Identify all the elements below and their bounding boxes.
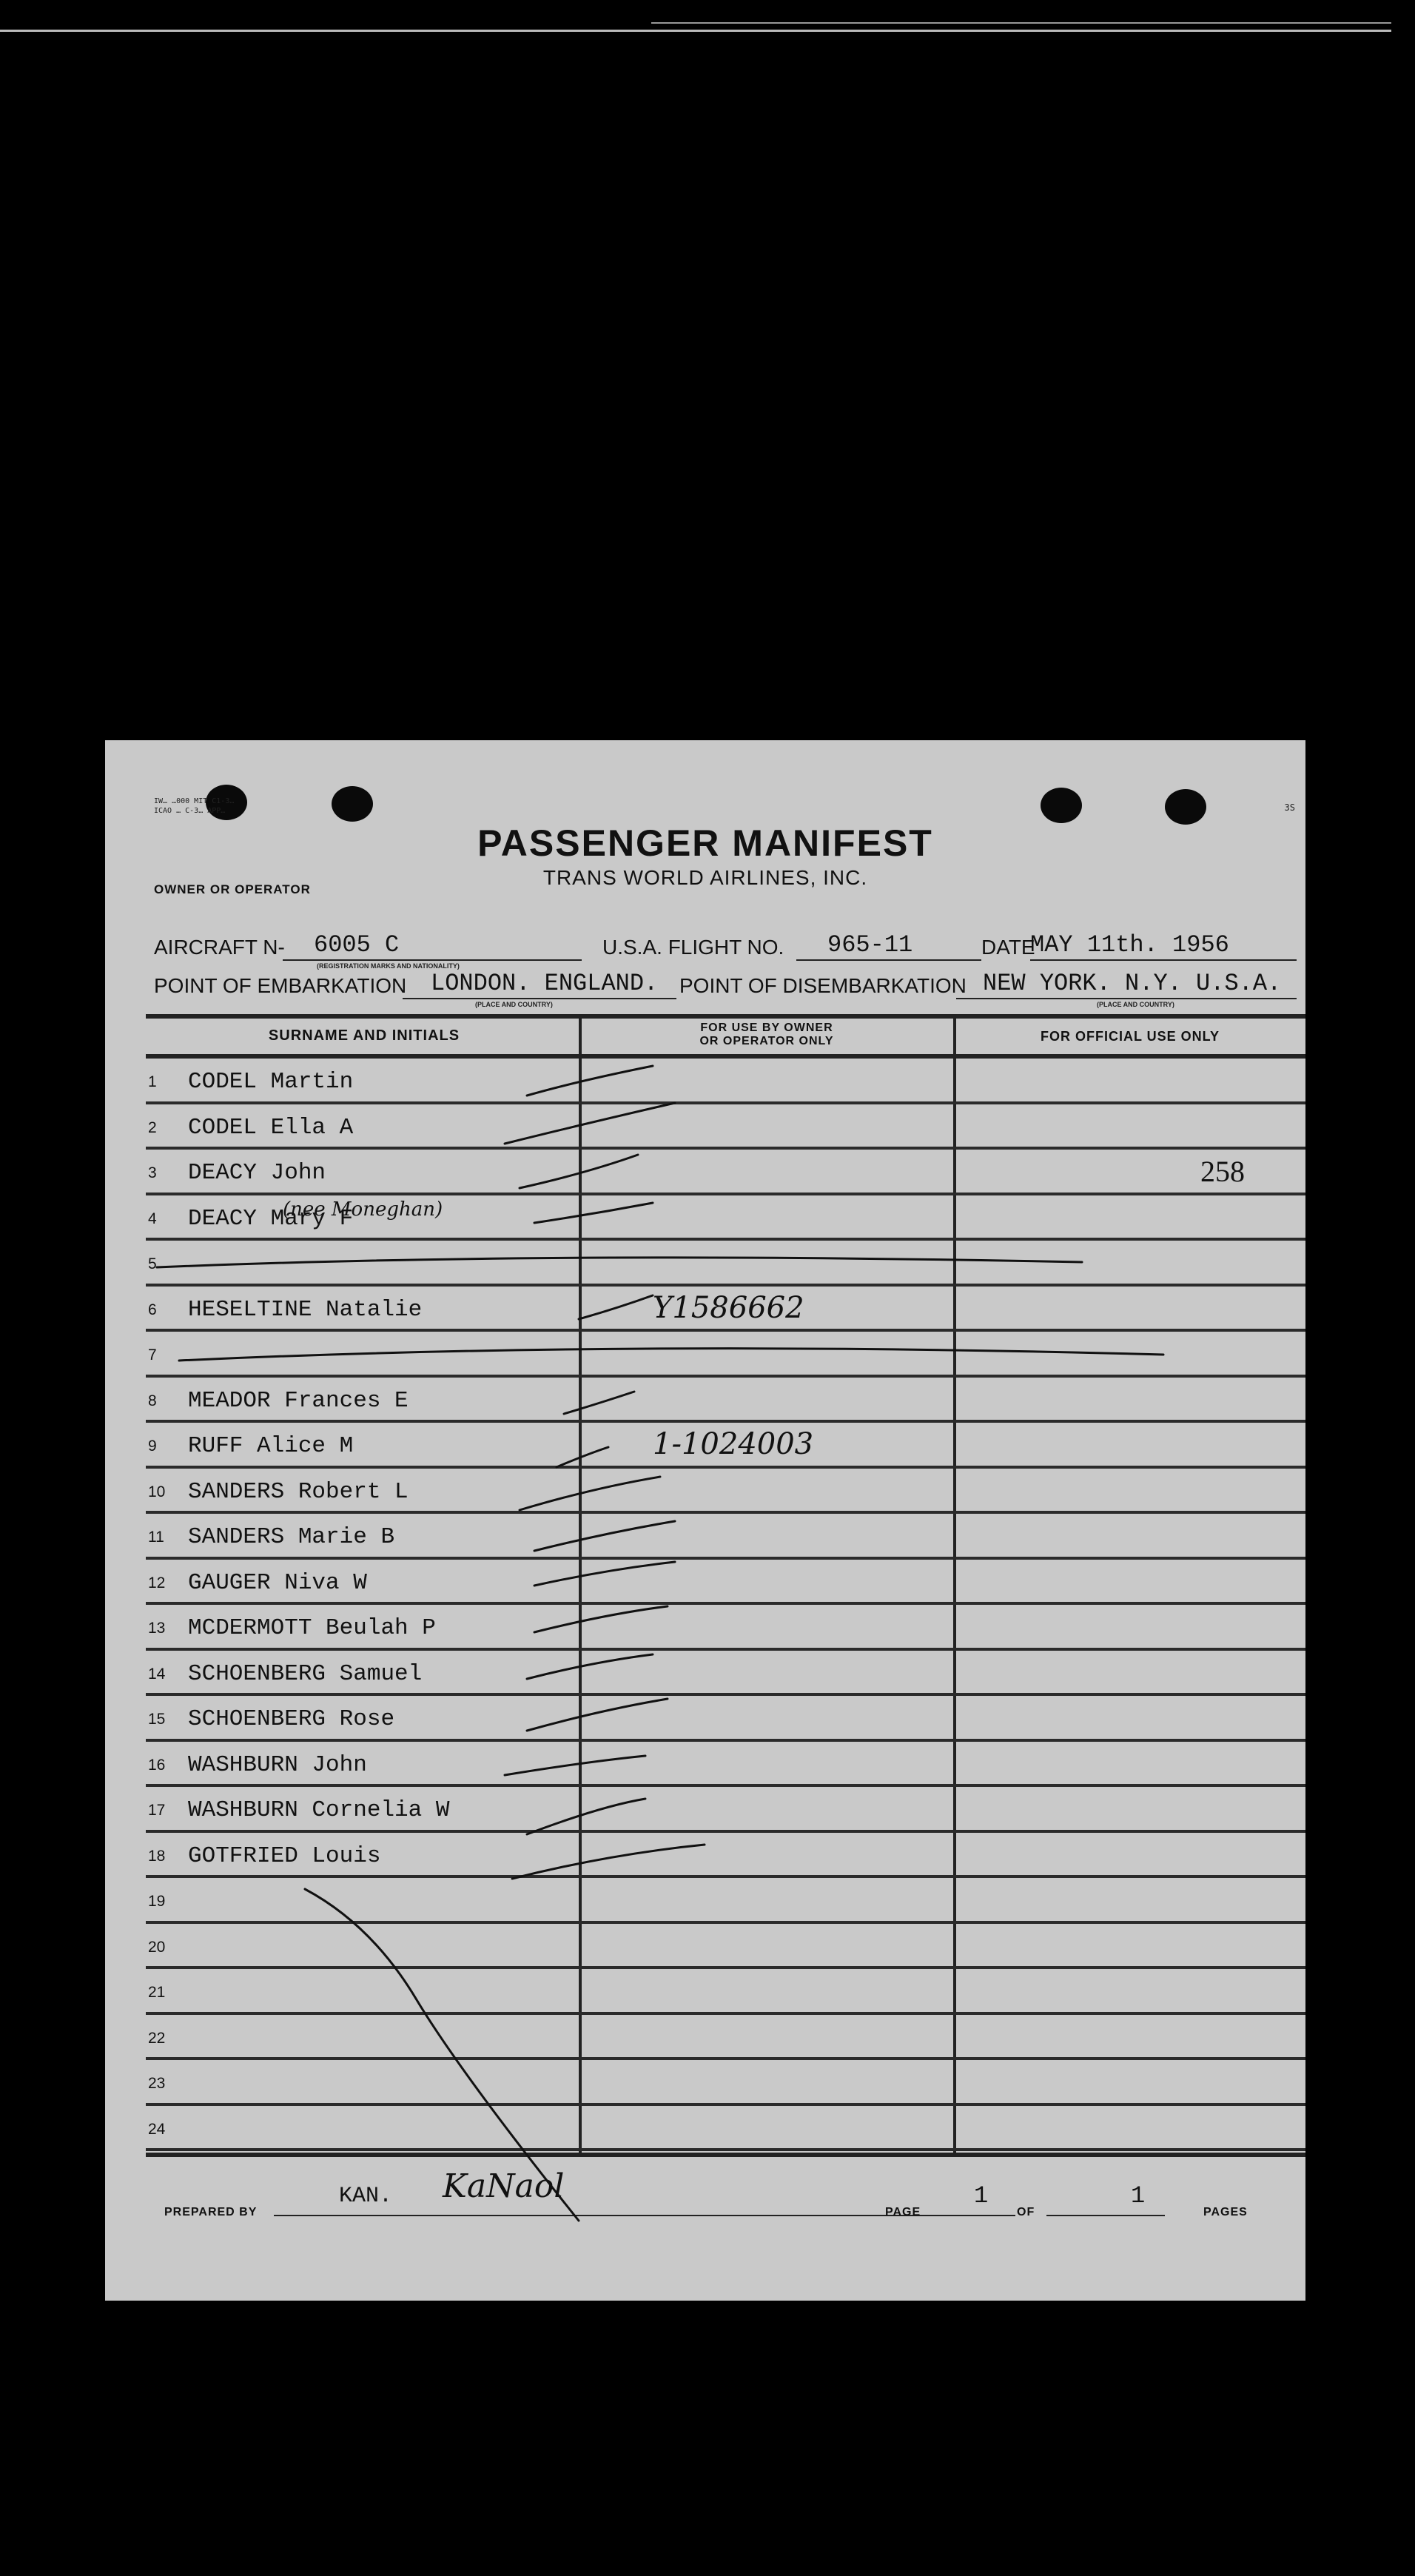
passenger-name: GOTFRIED Louis: [188, 1842, 381, 1869]
check-mark-row-6: [579, 1295, 653, 1319]
check-mark-row-13: [534, 1606, 668, 1632]
date-label: DATE: [981, 936, 1035, 959]
check-mark-row-9: [557, 1447, 608, 1467]
scan-edge-line: [0, 30, 1391, 32]
maiden-name-note: (nee Moneghan): [283, 1198, 443, 1221]
owner-use-line-2: OR OPERATOR ONLY: [699, 1035, 834, 1047]
check-mark-row-2: [505, 1103, 675, 1144]
scan-edge-line-secondary: [651, 22, 1391, 24]
row-number: 11: [148, 1529, 164, 1546]
row-number: 4: [148, 1210, 157, 1227]
form-code-line-2: ICAO … C-3… APP…: [154, 807, 226, 815]
owner-use-line-1: FOR USE BY OWNER: [700, 1022, 833, 1034]
check-mark-row-8: [564, 1392, 634, 1414]
row-number: 14: [148, 1665, 166, 1683]
row-number: 20: [148, 1938, 166, 1956]
prepared-by-label: PREPARED BY: [164, 2206, 258, 2218]
check-mark-row-3: [520, 1155, 638, 1188]
airline-name: TRANS WORLD AIRLINES, INC.: [542, 866, 868, 889]
page-number: 1: [974, 2182, 989, 2210]
disembarkation-value: NEW YORK. N.Y. U.S.A.: [983, 970, 1282, 997]
pages-label: PAGES: [1203, 2206, 1248, 2218]
row-number: 17: [148, 1802, 166, 1819]
check-mark-row-1: [527, 1066, 653, 1096]
row-number: 15: [148, 1711, 166, 1728]
disembarkation-note: (PLACE AND COUNTRY): [1097, 1001, 1174, 1008]
row-number: 2: [148, 1118, 157, 1136]
passenger-name: CODEL Martin: [188, 1069, 354, 1095]
owner-operator-label: OWNER OR OPERATOR: [154, 882, 311, 896]
embarkation-label: POINT OF EMBARKATION: [154, 974, 407, 997]
passenger-name: RUFF Alice M: [188, 1433, 354, 1459]
row-number: 24: [148, 2120, 166, 2138]
form-code-line-1: IW… …000 MIT C1-3…: [154, 797, 235, 805]
registration-note: (REGISTRATION MARKS AND NATIONALITY): [317, 962, 460, 970]
row-number: 16: [148, 1756, 166, 1774]
passenger-name: WASHBURN Cornelia W: [188, 1797, 450, 1823]
flight-label: U.S.A. FLIGHT NO.: [602, 936, 784, 959]
row-number: 13: [148, 1620, 166, 1637]
official-use-value: 258: [1200, 1155, 1245, 1188]
passenger-name: SCHOENBERG Samuel: [188, 1660, 423, 1687]
row-number: 19: [148, 1893, 166, 1910]
disembarkation-label: POINT OF DISEMBARKATION: [679, 974, 967, 997]
row-number: 7: [148, 1346, 157, 1364]
embarkation-value: LONDON. ENGLAND.: [431, 970, 659, 997]
page-total: 1: [1131, 2182, 1146, 2210]
embarkation-note: (PLACE AND COUNTRY): [475, 1001, 553, 1008]
row-number: 5: [148, 1255, 157, 1272]
manifest-form: [105, 740, 1305, 2301]
check-mark-row-15: [527, 1699, 668, 1731]
row-number: 23: [148, 2075, 166, 2092]
passenger-name: WASHBURN John: [188, 1751, 367, 1778]
owner-use-note: 1-1024003: [653, 1427, 814, 1461]
row-number: 22: [148, 2029, 166, 2047]
date-value: MAY 11th. 1956: [1030, 931, 1229, 959]
row-number: 3: [148, 1164, 157, 1181]
column-header-surname: SURNAME AND INITIALS: [268, 1027, 460, 1044]
passenger-name: CODEL Ella A: [188, 1114, 354, 1141]
passenger-name: DEACY John: [188, 1160, 326, 1186]
check-mark-row-12: [534, 1562, 675, 1586]
aircraft-label: AIRCRAFT N-: [154, 936, 285, 959]
passenger-name: GAUGER Niva W: [188, 1569, 367, 1596]
flight-value: 965-11: [827, 931, 913, 959]
check-mark-row-14: [527, 1654, 653, 1679]
corner-mark: 3S: [1284, 802, 1295, 813]
passenger-name: SANDERS Robert L: [188, 1478, 409, 1505]
check-mark-row-10: [520, 1477, 660, 1510]
strike-line-row-7: [179, 1349, 1163, 1361]
aircraft-value: 6005 C: [314, 931, 400, 959]
diagonal-cancel-line: [305, 1889, 579, 2221]
check-mark-row-11: [534, 1521, 675, 1551]
handwritten-marks: [105, 740, 1305, 2301]
passenger-name: MEADOR Frances E: [188, 1387, 409, 1414]
check-mark-row-17: [527, 1799, 645, 1834]
passenger-name: SANDERS Marie B: [188, 1524, 395, 1550]
row-number: 9: [148, 1438, 157, 1455]
check-mark-row-4: [534, 1203, 653, 1223]
prepared-by-value: KAN.: [339, 2184, 393, 2209]
row-number: 18: [148, 1847, 166, 1865]
column-header-official-use: FOR OFFICIAL USE ONLY: [1040, 1029, 1220, 1044]
row-number: 10: [148, 1483, 166, 1500]
passenger-name: SCHOENBERG Rose: [188, 1706, 395, 1732]
row-number: 12: [148, 1574, 166, 1591]
owner-use-note: Y1586662: [653, 1290, 804, 1325]
passenger-name: MCDERMOTT Beulah P: [188, 1615, 436, 1641]
strike-line-row-5: [157, 1258, 1082, 1267]
preparer-signature: KaNaol: [443, 2167, 565, 2205]
check-mark-row-16: [505, 1756, 645, 1775]
row-number: 8: [148, 1392, 157, 1409]
passenger-name: DEACY Mary F: [188, 1205, 354, 1232]
row-number: 21: [148, 1984, 166, 2001]
page-label: PAGE: [885, 2206, 921, 2218]
page-title: PASSENGER MANIFEST: [477, 822, 933, 864]
of-label: OF: [1017, 2206, 1035, 2218]
row-number: 1: [148, 1073, 157, 1090]
row-number: 6: [148, 1301, 157, 1318]
check-mark-row-18: [512, 1845, 705, 1879]
passenger-name: HESELTINE Natalie: [188, 1296, 423, 1323]
